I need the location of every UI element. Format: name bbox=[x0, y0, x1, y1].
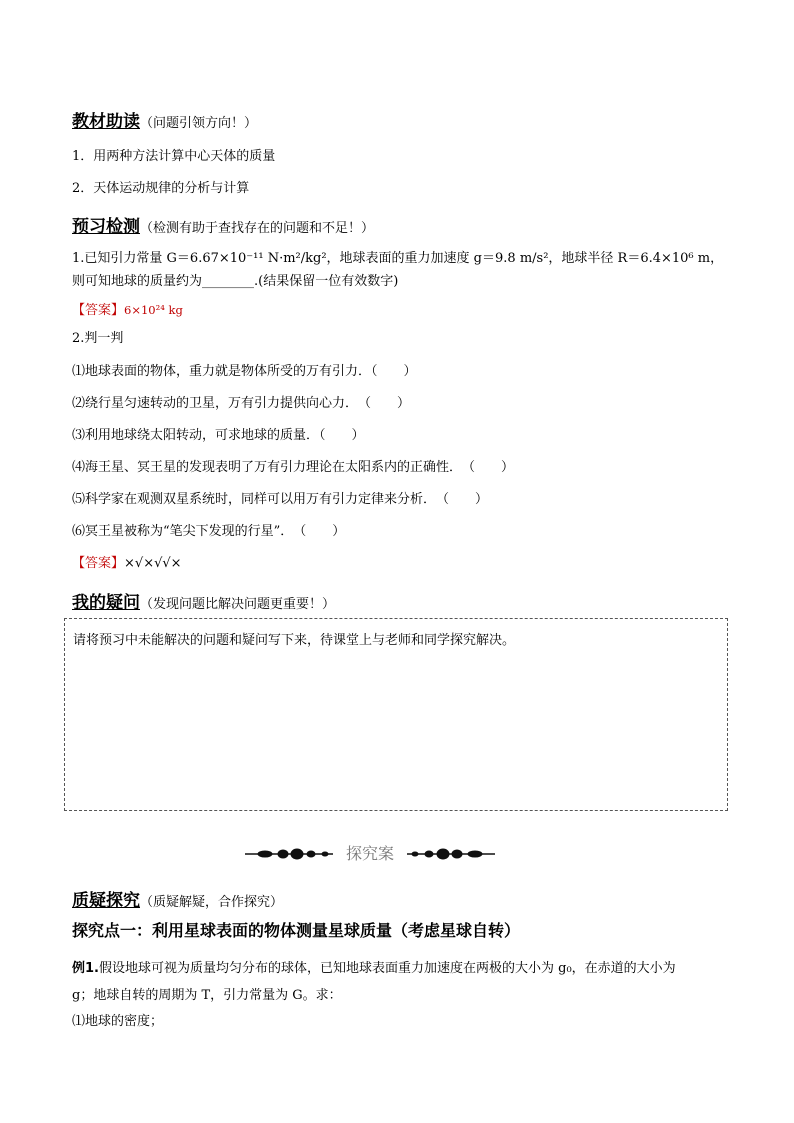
example-1-subquestion-1: ⑴地球的密度； bbox=[72, 1014, 164, 1029]
question-2-title: 2.判一判 bbox=[72, 331, 124, 346]
answer-tag: 【答案】 bbox=[72, 303, 125, 318]
reading-item-1: 1．用两种方法计算中心天体的质量 bbox=[72, 149, 276, 164]
section-heading-questions bbox=[72, 588, 335, 613]
questions-box-prompt: 请将预习中未能解决的问题和疑问写下来，待课堂上与老师和同学探究解决。 bbox=[73, 633, 516, 648]
example-1-line-1 bbox=[72, 957, 676, 976]
section-subtitle: （问题引领方向！） bbox=[140, 116, 258, 131]
example-1-line-2: g；地球自转的周期为 T，引力常量为 G。求： bbox=[72, 988, 342, 1003]
judge-item-3: ⑶利用地球绕太阳转动，可求地球的质量．（ ） bbox=[72, 428, 365, 443]
answer-value: 6×10²⁴ kg bbox=[124, 303, 183, 317]
judge-item-1: ⑴地球表面的物体，重力就是物体所受的万有引力．（ ） bbox=[72, 364, 417, 379]
section-title: 我的疑问 bbox=[72, 593, 140, 613]
question-1-line-1: 1.已知引力常量 G＝6.67×10⁻¹¹ N·m²/kg²，地球表面的重力加速度 g＝9.8 m/s²，地球半径 R＝6.4×10⁶ m， bbox=[72, 251, 724, 266]
example-label: 例1. bbox=[72, 961, 99, 976]
judge-item-6: ⑹冥王星被称为“笔尖下发现的行星”． （ ） bbox=[72, 524, 346, 539]
section-title: 预习检测 bbox=[72, 217, 140, 237]
answer-value: ×√×√√× bbox=[124, 556, 182, 571]
judge-item-2: ⑵绕行星匀速转动的卫星，万有引力提供向心力． （ ） bbox=[72, 396, 411, 411]
section-subtitle: （检测有助于查找存在的问题和不足！） bbox=[140, 221, 375, 236]
section-heading-reading bbox=[72, 107, 257, 132]
section-title: 质疑探究 bbox=[72, 891, 140, 911]
question-1-line-2: 则可知地球的质量约为________.(结果保留一位有效数字) bbox=[72, 274, 399, 289]
section-subtitle: （质疑解疑，合作探究） bbox=[140, 895, 284, 910]
questions-box[interactable] bbox=[64, 618, 728, 811]
answer-tag: 【答案】 bbox=[72, 556, 125, 571]
exploration-banner bbox=[245, 843, 495, 865]
example-text: 假设地球可视为质量均匀分布的球体，已知地球表面重力加速度在两极的大小为 g₀，在赤道的大小为 bbox=[98, 961, 676, 976]
judge-item-4: ⑷海王星、冥王星的发现表明了万有引力理论在太阳系内的正确性． （ ） bbox=[72, 460, 515, 475]
section-title: 教材助读 bbox=[72, 112, 140, 132]
judge-item-5: ⑸科学家在观测双星系统时，同样可以用万有引力定律来分析． （ ） bbox=[72, 492, 489, 507]
answer-2 bbox=[72, 552, 182, 571]
exploration-point-title: 探究点一：利用星球表面的物体测量星球质量（考虑星球自转） bbox=[72, 921, 521, 940]
section-heading-explore bbox=[72, 886, 283, 911]
section-heading-preview bbox=[72, 212, 374, 237]
section-subtitle: （发现问题比解决问题更重要！） bbox=[140, 597, 336, 612]
answer-1 bbox=[72, 299, 183, 318]
banner-title: 探究案 bbox=[345, 844, 394, 863]
reading-item-2: 2．天体运动规律的分析与计算 bbox=[72, 181, 250, 196]
